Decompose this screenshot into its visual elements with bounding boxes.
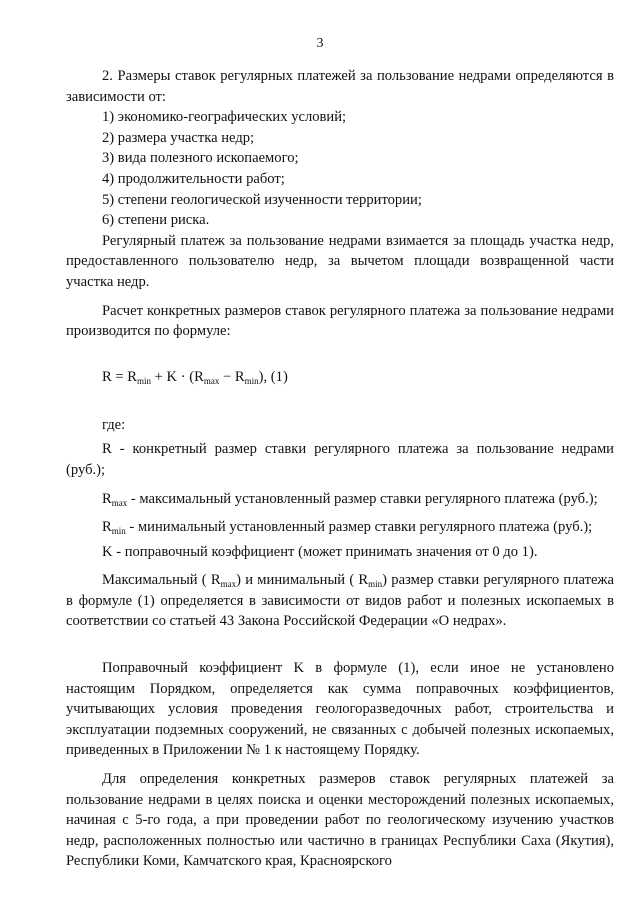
maxmin-text-1: Максимальный (	[102, 572, 211, 589]
final-paragraph: Для определения конкретных размеров ставок регулярных платежей за пользование недрами в целях поиска и оценки месторождений полезных ископаемых, начиная с 5-го года, а при проведении работ по геологическому изучению участков недр, расположенных полностью или частично в границах Республики Саха (Якутия), Республики Коми, Камчатского края, Красноярского	[66, 771, 614, 870]
list-item: 3) вида полезного ископаемого;	[102, 150, 299, 167]
formula-plus-k: + K · (R	[151, 368, 204, 385]
list-item: 4) продолжительности работ;	[102, 170, 285, 187]
maxmin-text-2: ) и минимальный (	[236, 572, 359, 589]
maxmin-sub-min: min	[368, 579, 383, 590]
definition-rmax	[66, 489, 614, 510]
definition-r: R - конкретный размер ставки регулярного платежа за пользование недрами (руб.);	[66, 441, 614, 478]
where-label: где:	[102, 416, 126, 433]
formula-equals: = R	[111, 368, 137, 385]
formula-sub-max: max	[203, 375, 220, 386]
page-number: 3	[316, 36, 324, 51]
formula-minus: − R	[219, 368, 245, 385]
rmin-text: - минимальный установленный размер ставки регулярного платежа (руб.);	[125, 519, 593, 536]
rmax-symbol: R	[102, 490, 112, 507]
rmin-subscript: min	[111, 526, 126, 537]
rmax-subscript: max	[111, 497, 128, 508]
calculation-intro-paragraph: Расчет конкретных размеров ставок регулярного платежа за пользование недрами производится по формуле:	[66, 302, 614, 340]
document-body	[66, 66, 614, 872]
maxmin-text-3: ) размер ставки регулярного платежа в формуле (1) определяется в зависимости от видов работ и полезных ископаемых в соответствии со статьей 43 Закона Российской Федерации «О недрах».	[66, 572, 614, 630]
formula-sub-min-2: min	[244, 375, 259, 386]
intro-paragraph: 2. Размеры ставок регулярных платежей за пользование недрами определяются в зависимости от:	[66, 68, 614, 105]
payment-formula	[102, 367, 614, 389]
coefficient-paragraph: Поправочный коэффициент K в формуле (1), если иное не установлено настоящим Порядком, определяется как сумма поправочных коэффициентов, учитывающих условия проведения геологоразведочных работ, строительства и эксплуатации подземных сооружений, не связанных с добычей полезных ископаемых, приведенных в Приложении № 1 к настоящему Порядку.	[66, 660, 614, 759]
maxmin-r-symbol-2: R	[358, 572, 369, 589]
formula-close: ), (1)	[258, 368, 288, 385]
maxmin-r-symbol: R	[210, 572, 221, 589]
rmax-text: - максимальный установленный размер ставки регулярного платежа (руб.);	[127, 490, 598, 507]
formula-sub-min: min	[137, 375, 152, 386]
regular-payment-paragraph: Регулярный платеж за пользование недрами взимается за площадь участка недр, предоставленного пользователю недр, за вычетом площади возвращенной части участка недр.	[66, 232, 614, 290]
criteria-list	[66, 107, 614, 231]
list-item: 6) степени риска.	[102, 212, 210, 229]
definition-rmin	[66, 517, 614, 538]
definition-k: K - поправочный коэффициент (может принимать значения от 0 до 1).	[102, 543, 538, 560]
list-item: 5) степени геологической изученности территории;	[102, 191, 422, 208]
formula-r: R	[102, 368, 112, 385]
max-min-paragraph	[66, 570, 614, 632]
maxmin-sub-max: max	[220, 579, 237, 590]
rmin-symbol: R	[102, 519, 112, 536]
list-item: 1) экономико-географических условий;	[102, 109, 347, 126]
list-item: 2) размера участка недр;	[102, 129, 255, 146]
